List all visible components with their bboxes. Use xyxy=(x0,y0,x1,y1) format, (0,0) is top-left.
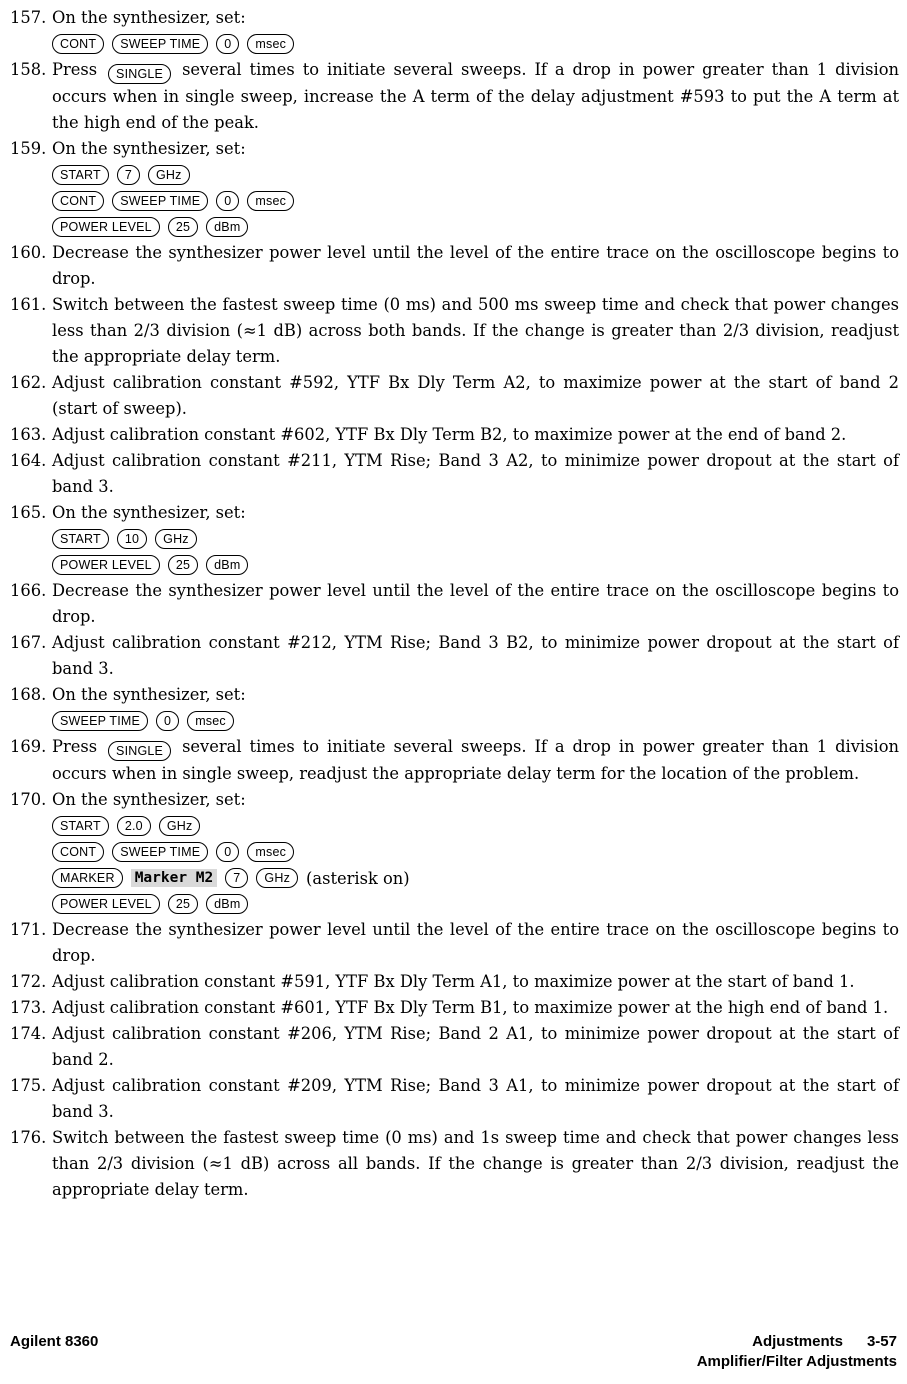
keycap-25: 25 xyxy=(168,555,198,575)
key-sequence xyxy=(52,188,899,214)
keycap-single: SINGLE xyxy=(108,64,171,84)
keycap-marker: MARKER xyxy=(52,868,123,888)
text-run: Switch between the fastest sweep time (0 ms) and 1s sweep time and check that power changes less than 2/3 division (≈1 dB) across all bands. If the change is greater than 2/3 division, readjust the appropriate delay term. xyxy=(52,1128,899,1199)
keycap-power-level: POWER LEVEL xyxy=(52,555,160,575)
keycap-msec: msec xyxy=(247,34,294,54)
keycap-25: 25 xyxy=(168,894,198,914)
keycap-start: START xyxy=(52,529,109,549)
item-number: 157. xyxy=(10,8,47,27)
paragraph xyxy=(52,1073,899,1125)
item-body xyxy=(52,240,899,292)
key-sequence xyxy=(52,162,899,188)
keycap-sweep-time: SWEEP TIME xyxy=(52,711,148,731)
footer-chapter-line xyxy=(697,1332,897,1352)
text-run: On the synthesizer, set: xyxy=(52,139,246,158)
text-run: several times to initiate several sweeps. If a drop in power greater than 1 division occurs when in single sweep, readjust the appropriate delay term for the location of the problem. xyxy=(52,737,899,783)
item-body xyxy=(52,578,899,630)
item-number: 166. xyxy=(10,581,47,600)
keycap-7: 7 xyxy=(225,868,248,888)
list-item xyxy=(10,682,899,734)
item-body xyxy=(52,370,899,422)
list-item xyxy=(10,995,899,1021)
item-body xyxy=(52,136,899,240)
text-run: Adjust calibration constant #212, YTM Rise; Band 3 B2, to minimize power dropout at the start of band 3. xyxy=(52,633,899,678)
list-item xyxy=(10,500,899,578)
item-body xyxy=(52,448,899,500)
paragraph xyxy=(52,136,899,162)
key-sequence xyxy=(52,865,899,891)
item-number: 159. xyxy=(10,139,47,158)
keycap-ghz: GHz xyxy=(148,165,190,185)
list-item xyxy=(10,917,899,969)
item-number: 171. xyxy=(10,920,47,939)
item-body xyxy=(52,995,899,1021)
paragraph xyxy=(52,500,899,526)
key-sequence xyxy=(52,708,899,734)
list-item xyxy=(10,57,899,136)
item-body xyxy=(52,5,899,57)
paragraph xyxy=(52,969,899,995)
item-number: 158. xyxy=(10,60,47,79)
text-run: Adjust calibration constant #211, YTM Rise; Band 3 A2, to minimize power dropout at the start of band 3. xyxy=(52,451,899,496)
paragraph xyxy=(52,630,899,682)
item-number: 169. xyxy=(10,737,47,756)
item-number: 161. xyxy=(10,295,47,314)
paragraph xyxy=(52,578,899,630)
keycap-msec: msec xyxy=(247,191,294,211)
item-number: 164. xyxy=(10,451,47,470)
list-item xyxy=(10,448,899,500)
list-item xyxy=(10,787,899,917)
keycap-ghz: GHz xyxy=(155,529,197,549)
item-body xyxy=(52,1021,899,1073)
list-item xyxy=(10,578,899,630)
item-body xyxy=(52,1125,899,1203)
page-footer xyxy=(10,1332,897,1372)
text-run: Adjust calibration constant #601, YTF Bx Dly Term B1, to maximize power at the high end of band 1. xyxy=(52,998,889,1017)
item-number: 176. xyxy=(10,1128,47,1147)
item-body xyxy=(52,630,899,682)
list-item xyxy=(10,422,899,448)
text-run: On the synthesizer, set: xyxy=(52,8,246,27)
list-item xyxy=(10,292,899,370)
item-number: 160. xyxy=(10,243,47,262)
item-number: 168. xyxy=(10,685,47,704)
item-body xyxy=(52,422,899,448)
key-sequence xyxy=(52,839,899,865)
item-body xyxy=(52,787,899,917)
keycap-dbm: dBm xyxy=(206,217,248,237)
softkey-label: Marker M2 xyxy=(131,869,218,887)
paragraph xyxy=(52,734,899,787)
paragraph xyxy=(52,787,899,813)
text-run: Switch between the fastest sweep time (0 ms) and 500 ms sweep time and check that power changes less than 2/3 division (≈1 dB) across both bands. If the change is greater than 2/3 division, readjust the appropriate delay term. xyxy=(52,295,899,366)
paragraph xyxy=(52,5,899,31)
keycap-power-level: POWER LEVEL xyxy=(52,217,160,237)
text-run: Adjust calibration constant #592, YTF Bx Dly Term A2, to maximize power at the start of band 2 (start of sweep). xyxy=(52,373,899,418)
keycap-dbm: dBm xyxy=(206,555,248,575)
keycap-msec: msec xyxy=(187,711,234,731)
keycap-sweep-time: SWEEP TIME xyxy=(112,191,208,211)
text-run: Decrease the synthesizer power level until the level of the entire trace on the oscilloscope begins to drop. xyxy=(52,581,899,626)
footer-right xyxy=(697,1332,897,1372)
keycap-msec: msec xyxy=(247,842,294,862)
item-number: 174. xyxy=(10,1024,47,1043)
item-body xyxy=(52,917,899,969)
item-body xyxy=(52,292,899,370)
key-sequence xyxy=(52,891,899,917)
paragraph xyxy=(52,995,899,1021)
keycap-ghz: GHz xyxy=(159,816,201,836)
text-run: Adjust calibration constant #206, YTM Rise; Band 2 A1, to minimize power dropout at the start of band 2. xyxy=(52,1024,899,1069)
key-sequence xyxy=(52,214,899,240)
keycap-0: 0 xyxy=(216,191,239,211)
item-number: 165. xyxy=(10,503,47,522)
keycap-10: 10 xyxy=(117,529,147,549)
footer-page-number: 3-57 xyxy=(866,1333,897,1350)
paragraph xyxy=(52,292,899,370)
keycap-start: START xyxy=(52,816,109,836)
steps-list xyxy=(10,5,899,1203)
item-body xyxy=(52,500,899,578)
key-sequence xyxy=(52,31,899,57)
keycap-sweep-time: SWEEP TIME xyxy=(112,34,208,54)
key-sequence xyxy=(52,552,899,578)
item-number: 175. xyxy=(10,1076,47,1095)
keycap-25: 25 xyxy=(168,217,198,237)
key-sequence xyxy=(52,813,899,839)
paragraph xyxy=(52,917,899,969)
text-run: On the synthesizer, set: xyxy=(52,790,246,809)
list-item xyxy=(10,370,899,422)
footer-subsection: Amplifier/Filter Adjustments xyxy=(696,1353,897,1370)
text-run: several times to initiate several sweeps. If a drop in power greater than 1 division occurs when in single sweep, increase the A term of the delay adjustment #593 to put the A term at the high end of the peak. xyxy=(52,60,899,132)
footer-product: Agilent 8360 xyxy=(10,1333,99,1350)
keycap-ghz: GHz xyxy=(256,868,298,888)
item-body xyxy=(52,1073,899,1125)
keycap-sweep-time: SWEEP TIME xyxy=(112,842,208,862)
list-item xyxy=(10,1021,899,1073)
list-item xyxy=(10,1073,899,1125)
text-run: Press xyxy=(52,737,106,756)
text-run: Decrease the synthesizer power level until the level of the entire trace on the oscilloscope begins to drop. xyxy=(52,243,899,288)
paragraph xyxy=(52,240,899,292)
text-run: Adjust calibration constant #591, YTF Bx Dly Term A1, to maximize power at the start of band 1. xyxy=(52,972,855,991)
text-run: Decrease the synthesizer power level until the level of the entire trace on the oscilloscope begins to drop. xyxy=(52,920,899,965)
paragraph xyxy=(52,682,899,708)
list-item xyxy=(10,5,899,57)
item-body xyxy=(52,734,899,787)
text-run: (asterisk on) xyxy=(306,868,410,888)
list-item xyxy=(10,734,899,787)
keycap-0: 0 xyxy=(216,842,239,862)
paragraph xyxy=(52,370,899,422)
keycap-power-level: POWER LEVEL xyxy=(52,894,160,914)
keycap-cont: CONT xyxy=(52,34,104,54)
item-number: 162. xyxy=(10,373,47,392)
keycap-0: 0 xyxy=(216,34,239,54)
keycap-0: 0 xyxy=(156,711,179,731)
item-body xyxy=(52,57,899,136)
keycap-7: 7 xyxy=(117,165,140,185)
paragraph xyxy=(52,448,899,500)
item-number: 163. xyxy=(10,425,47,444)
keycap-dbm: dBm xyxy=(206,894,248,914)
list-item xyxy=(10,1125,899,1203)
footer-section: Adjustments xyxy=(752,1333,843,1350)
keycap-start: START xyxy=(52,165,109,185)
paragraph xyxy=(52,422,899,448)
paragraph xyxy=(52,57,899,136)
text-run: Press xyxy=(52,60,106,79)
text-run: Adjust calibration constant #209, YTM Rise; Band 3 A1, to minimize power dropout at the start of band 3. xyxy=(52,1076,899,1121)
list-item xyxy=(10,630,899,682)
paragraph xyxy=(52,1021,899,1073)
key-sequence xyxy=(52,526,899,552)
list-item xyxy=(10,969,899,995)
item-body xyxy=(52,969,899,995)
item-number: 172. xyxy=(10,972,47,991)
text-run: On the synthesizer, set: xyxy=(52,685,246,704)
keycap-single: SINGLE xyxy=(108,741,171,761)
item-number: 167. xyxy=(10,633,47,652)
item-body xyxy=(52,682,899,734)
list-item xyxy=(10,240,899,292)
keycap-cont: CONT xyxy=(52,842,104,862)
item-number: 170. xyxy=(10,790,47,809)
list-item xyxy=(10,136,899,240)
paragraph xyxy=(52,1125,899,1203)
item-number: 173. xyxy=(10,998,47,1017)
keycap-cont: CONT xyxy=(52,191,104,211)
text-run: Adjust calibration constant #602, YTF Bx Dly Term B2, to maximize power at the end of band 2. xyxy=(52,425,847,444)
keycap-2.0: 2.0 xyxy=(117,816,151,836)
text-run: On the synthesizer, set: xyxy=(52,503,246,522)
